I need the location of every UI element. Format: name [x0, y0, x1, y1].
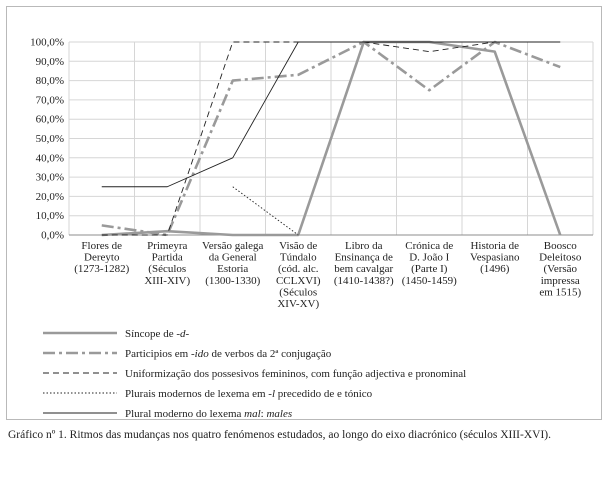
x-category-label-line: D. João I: [409, 251, 450, 264]
x-category-label-line: (1450-1459): [401, 274, 457, 287]
x-category-label: [539, 240, 582, 298]
x-category-label: [334, 240, 394, 287]
x-category-label-line: XIV-XV): [277, 298, 320, 310]
legend-label-part: Uniformização dos possesivos femininos, com função adjectiva e pronominal: [125, 368, 467, 380]
x-category-label-line: da General: [208, 251, 257, 264]
x-category-label: [402, 240, 457, 287]
legend-label-part: de verbos da 2ª conjugação: [208, 348, 332, 360]
y-tick-label: 60,0%: [35, 113, 64, 126]
legend-label-part: -ido: [191, 348, 209, 360]
x-category-label: [144, 240, 190, 287]
figure-frame: [6, 6, 602, 420]
legend-label-part: Participios em: [125, 348, 191, 360]
legend-label-part: Síncope de: [125, 328, 177, 340]
legend-label-part: -l: [268, 388, 276, 400]
x-category-label-line: (1300-1330): [205, 274, 261, 287]
legend: [43, 328, 466, 420]
x-category-label-line: Historia de: [470, 240, 520, 252]
x-category-label-line: Versão galega: [202, 240, 264, 252]
legend-label-part: precedido de e tónico: [275, 388, 373, 400]
x-category-label-line: Flores de: [81, 240, 123, 252]
legend-label-part: mal: [244, 408, 261, 420]
x-category-label-line: impressa: [540, 274, 580, 287]
y-tick-label: 50,0%: [35, 133, 64, 145]
x-axis-category-labels: [74, 240, 582, 310]
legend-label-part: males: [266, 408, 293, 420]
x-category-label-line: Boosco: [543, 240, 577, 252]
x-category-label-line: bem cavalgar: [334, 263, 394, 276]
x-category-label-line: Estoria: [217, 263, 249, 276]
x-category-label-line: (Versão: [543, 263, 578, 276]
x-category-label-line: Primeyra: [147, 240, 188, 252]
x-category-label-line: Túndalo: [279, 251, 317, 264]
x-category-label-line: (Parte I): [411, 263, 448, 276]
y-tick-label: 80,0%: [35, 75, 64, 88]
x-category-label: [202, 240, 264, 287]
y-tick-label: 100,0%: [30, 36, 64, 49]
line-chart: [7, 7, 603, 421]
x-category-label-line: XIII-XIV): [144, 274, 191, 287]
x-category-label-line: Crónica de: [405, 240, 454, 252]
legend-label-1: [125, 328, 189, 340]
legend-label-part: Plural moderno do lexema: [125, 408, 245, 420]
x-category-label-line: Dereyto: [84, 251, 120, 264]
legend-label-5: [125, 408, 292, 420]
legend-label-part: Plurais modernos de lexema em: [125, 388, 269, 400]
x-category-label-line: CCLXVI): [275, 274, 321, 287]
x-category-label-line: (1496): [480, 263, 510, 276]
legend-label-part: -d-: [176, 328, 190, 340]
y-tick-label: 90,0%: [35, 55, 64, 68]
x-category-label-line: Ensinança de: [334, 251, 393, 264]
x-category-label-line: em 1515): [539, 286, 582, 299]
x-category-label-line: Deleitoso: [539, 251, 582, 264]
y-tick-label: 0,0%: [41, 229, 64, 242]
x-category-label-line: (1410-1438?): [333, 274, 394, 287]
x-category-label-line: (1273-1282): [74, 263, 130, 276]
x-category-label: [470, 240, 520, 275]
y-tick-label: 10,0%: [35, 210, 64, 223]
x-category-label-line: Visão de: [279, 240, 318, 252]
legend-label-2: [125, 348, 332, 360]
y-tick-label: 30,0%: [35, 171, 64, 184]
x-category-label-line: (cód. alc.: [277, 263, 319, 276]
x-category-label: [276, 240, 321, 310]
x-category-label-line: Vespasiano: [470, 251, 520, 264]
legend-label-part: :: [260, 408, 267, 420]
y-axis-tick-labels: [30, 37, 64, 242]
y-tick-label: 70,0%: [35, 94, 64, 107]
y-tick-label: 20,0%: [35, 190, 64, 203]
x-category-label-line: (Séculos: [148, 263, 187, 276]
x-category-label-line: (Séculos: [279, 286, 318, 299]
x-category-label-line: Partida: [151, 251, 183, 264]
legend-label-4: [125, 388, 373, 400]
x-category-label-line: Libro da: [344, 240, 383, 252]
figure-caption: Gráfico nº 1. Ritmos das mudanças nos quatro fenómenos estudados, ao longo do eixo diacrónico (séculos XIII-XVI).: [8, 429, 551, 441]
x-category-label: [74, 240, 129, 275]
legend-label-3: [125, 368, 466, 380]
y-tick-label: 40,0%: [35, 152, 64, 165]
